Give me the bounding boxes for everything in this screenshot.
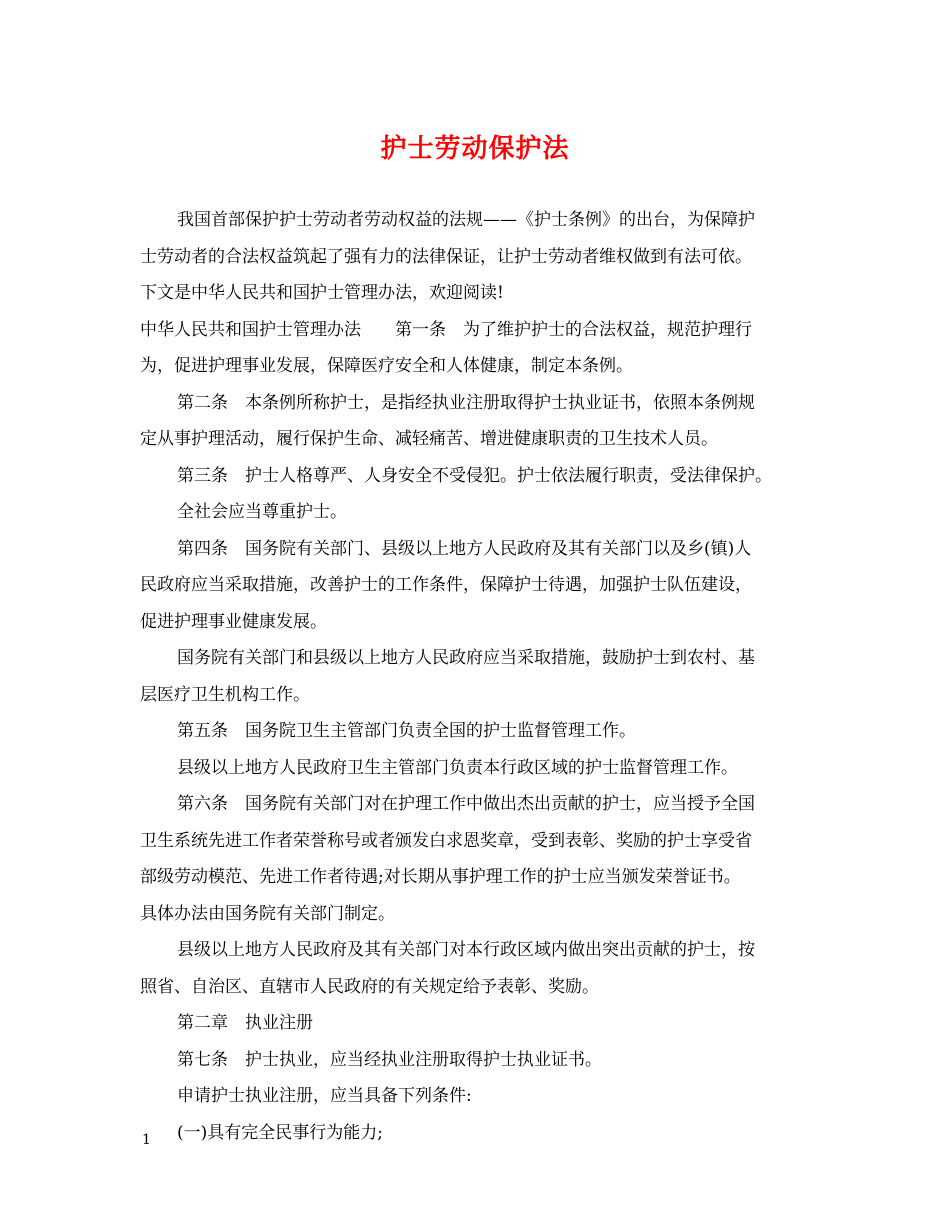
text-line: 中华人民共和国护士管理办法 第一条 为了维护护士的合法权益，规范护理行 (140, 319, 752, 340)
text-line: 第六条 国务院有关部门对在护理工作中做出杰出贡献的护士，应当授予全国 (177, 794, 755, 814)
text-line: 县级以上地方人民政府卫生主管部门负责本行政区域的护士监督管理工作。 (177, 757, 738, 778)
text-line: 申请护士执业注册，应当具备下列条件: (177, 1086, 472, 1106)
text-line: 第三条 护士人格尊严、人身安全不受侵犯。护士依法履行职责，受法律保护。 (177, 465, 772, 486)
text-line: 士劳动者的合法权益筑起了强有力的法律保证，让护士劳动者维权做到有法可依。 (140, 246, 752, 267)
text-line: 卫生系统先进工作者荣誉称号或者颁发白求恩奖章，受到表彰、奖励的护士享受省 (140, 830, 752, 851)
text-line: 第二条 本条例所称护士，是指经执业注册取得护士执业证书，依照本条例规 (177, 392, 755, 413)
text-line: 第五条 国务院卫生主管部门负责全国的护士监督管理工作。 (177, 721, 636, 741)
text-line: (一)具有完全民事行为能力; (177, 1122, 383, 1143)
page-number: 1 (142, 1132, 151, 1148)
text-line: 第二章 执业注册 (177, 1013, 313, 1033)
text-line: 我国首部保护护士劳动者劳动权益的法规——《护士条例》的出台，为保障护 (177, 210, 755, 230)
text-line: 促进护理事业健康发展。 (140, 611, 327, 632)
text-line: 国务院有关部门和县级以上地方人民政府应当采取措施，鼓励护士到农村、基 (177, 648, 755, 668)
text-line: 照省、自治区、直辖市人民政府的有关规定给予表彰、奖励。 (140, 976, 599, 997)
text-line: 下文是中华人民共和国护士管理办法，欢迎阅读! (140, 283, 504, 303)
text-line: 第四条 国务院有关部门、县级以上地方人民政府及其有关部门以及乡(镇)人 (177, 538, 752, 559)
text-line: 全社会应当尊重护士。 (177, 502, 347, 522)
document-title: 护士劳动保护法 (380, 134, 570, 164)
text-line: 民政府应当采取措施，改善护士的工作条件，保障护士待遇，加强护士队伍建设， (140, 575, 752, 595)
text-line: 部级劳动模范、先进工作者待遇;对长期从事护理工作的护士应当颁发荣誉证书。 (140, 867, 741, 887)
text-line: 为，促进护理事业发展，保障医疗安全和人体健康，制定本条例。 (140, 356, 633, 376)
text-line: 定从事护理活动，履行保护生命、减轻痛苦、增进健康职责的卫生技术人员。 (140, 429, 718, 449)
text-line: 具体办法由国务院有关部门制定。 (140, 903, 395, 924)
text-line: 县级以上地方人民政府及其有关部门对本行政区域内做出突出贡献的护士，按 (177, 940, 755, 960)
text-line: 第七条 护士执业，应当经执业注册取得护士执业证书。 (177, 1049, 602, 1070)
document-body (140, 202, 820, 1151)
text-line: 层医疗卫生机构工作。 (140, 684, 310, 705)
